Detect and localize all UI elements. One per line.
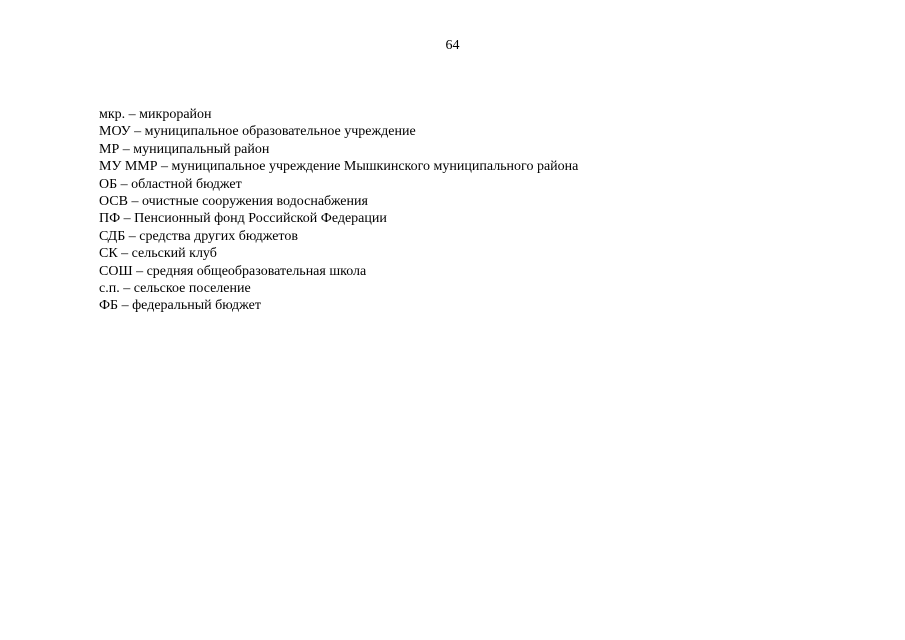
page-number: 64 xyxy=(445,38,460,53)
abbreviation-item: СДБ – средства других бюджетов xyxy=(99,228,298,244)
abbreviation-item: ФБ – федеральный бюджет xyxy=(99,298,261,314)
abbreviation-item: ОБ – областной бюджет xyxy=(99,176,242,192)
abbreviation-item: ПФ – Пенсионный фонд Российской Федерации xyxy=(99,211,387,227)
abbreviation-item: МУ ММР – муниципальное учреждение Мышкинского муниципального района xyxy=(99,159,579,175)
abbreviation-item: МР – муниципальный район xyxy=(99,141,270,157)
abbreviation-item: ОСВ – очистные сооружения водоснабжения xyxy=(99,194,368,210)
abbreviation-item: СОШ – средняя общеобразовательная школа xyxy=(99,263,367,279)
abbreviation-list xyxy=(99,106,578,315)
abbreviation-item: мкр. – микрорайон xyxy=(99,107,212,122)
abbreviation-item: с.п. – сельское поселение xyxy=(99,281,251,297)
abbreviation-item: СК – сельский клуб xyxy=(99,246,217,262)
abbreviation-item: МОУ – муниципальное образовательное учреждение xyxy=(99,124,416,140)
